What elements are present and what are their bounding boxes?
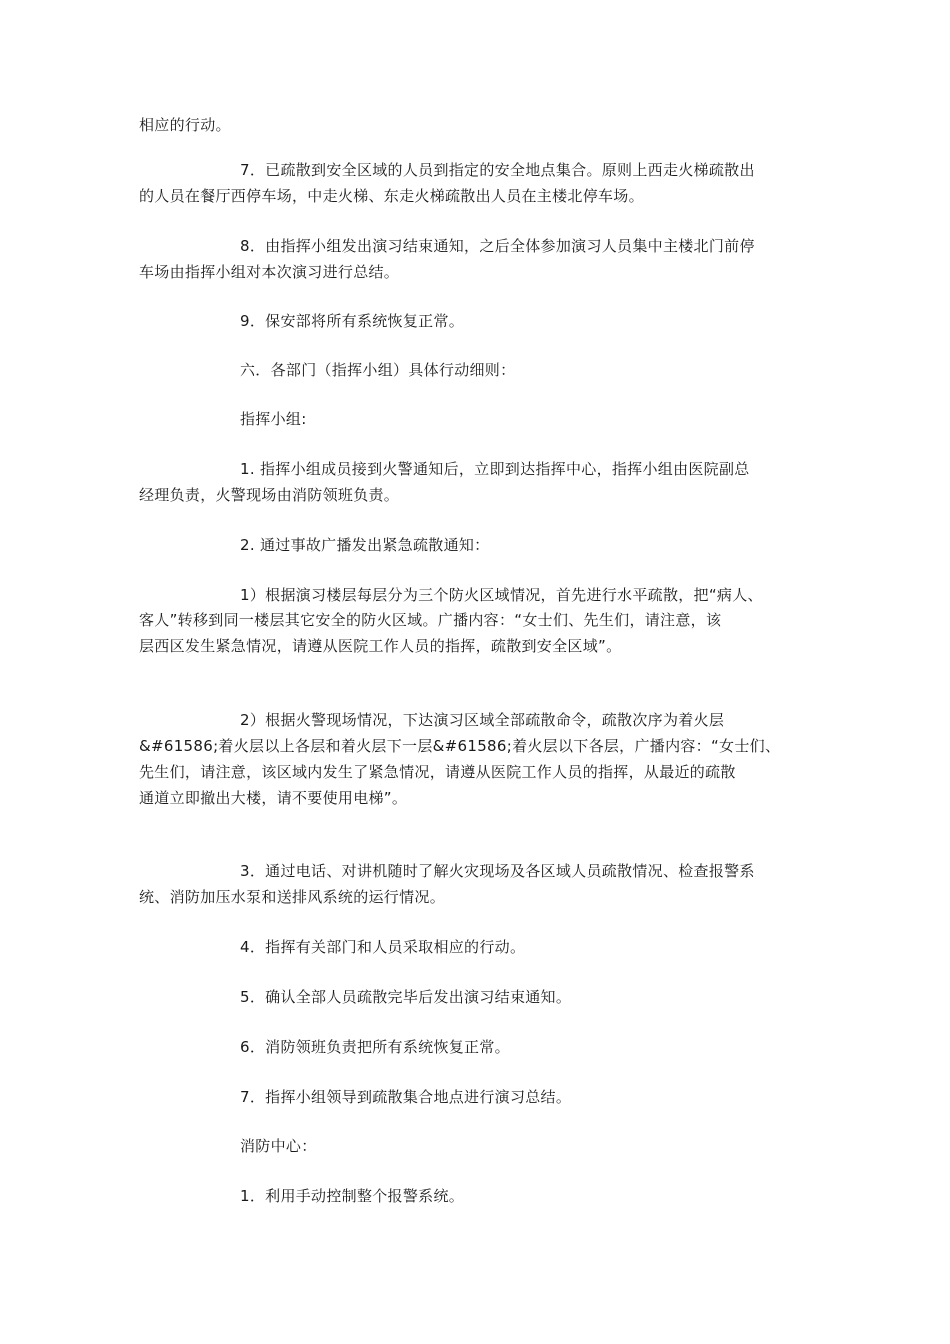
text-line: 1．利用手动控制整个报警系统。	[240, 1187, 465, 1205]
subsection-heading: 消防中心：	[240, 1137, 317, 1155]
text-line: 客人”转移到同一楼层其它安全的防火区域。广播内容：“女士们、先生们，请注意，该	[139, 611, 722, 629]
text-line: 相应的行动。	[139, 116, 231, 134]
text-line: 层西区发生紧急情况，请遵从医院工作人员的指挥，疏散到安全区域”。	[139, 637, 622, 655]
text-line: 8．由指挥小组发出演习结束通知，之后全体参加演习人员集中主楼北门前停	[240, 237, 755, 255]
text-line: 2）根据火警现场情况，下达演习区域全部疏散命令，疏散次序为着火层	[240, 711, 725, 729]
text-line: 4．指挥有关部门和人员采取相应的行动。	[240, 938, 526, 956]
subsection-heading: 指挥小组:	[240, 410, 307, 428]
text-line: 2. 通过事故广播发出紧急疏散通知：	[240, 536, 490, 554]
text-line: 通道立即撤出大楼，请不要使用电梯”。	[139, 789, 408, 807]
text-line: 5．确认全部人员疏散完毕后发出演习结束通知。	[240, 988, 572, 1006]
text-line: 车场由指挥小组对本次演习进行总结。	[139, 263, 400, 281]
text-line: 6．消防领班负责把所有系统恢复正常。	[240, 1038, 510, 1056]
text-line: 9．保安部将所有系统恢复正常。	[240, 312, 465, 330]
text-line: 经理负责，火警现场由消防领班负责。	[139, 486, 400, 504]
text-line: &#61586;着火层以上各层和着火层下一层&#61586;着火层以下各层，广播内容：“女士们、	[139, 737, 781, 755]
section-heading: 六．各部门（指挥小组）具体行动细则：	[240, 361, 516, 379]
text-line: 7．已疏散到安全区域的人员到指定的安全地点集合。原则上西走火梯疏散出	[240, 161, 755, 179]
text-line: 7．指挥小组领导到疏散集合地点进行演习总结。	[240, 1088, 572, 1106]
text-line: 先生们，请注意，该区域内发生了紧急情况，请遵从医院工作人员的指挥，从最近的疏散	[139, 763, 736, 781]
text-line: 1. 指挥小组成员接到火警通知后，立即到达指挥中心，指挥小组由医院副总	[240, 460, 750, 478]
text-line: 的人员在餐厅西停车场，中走火梯、东走火梯疏散出人员在主楼北停车场。	[139, 187, 644, 205]
text-line: 1）根据演习楼层每层分为三个防火区域情况，首先进行水平疏散，把“病人、	[240, 586, 763, 604]
text-line: 3．通过电话、对讲机随时了解火灾现场及各区域人员疏散情况、检查报警系	[240, 862, 755, 880]
text-line: 统、消防加压水泵和送排风系统的运行情况。	[139, 888, 446, 906]
